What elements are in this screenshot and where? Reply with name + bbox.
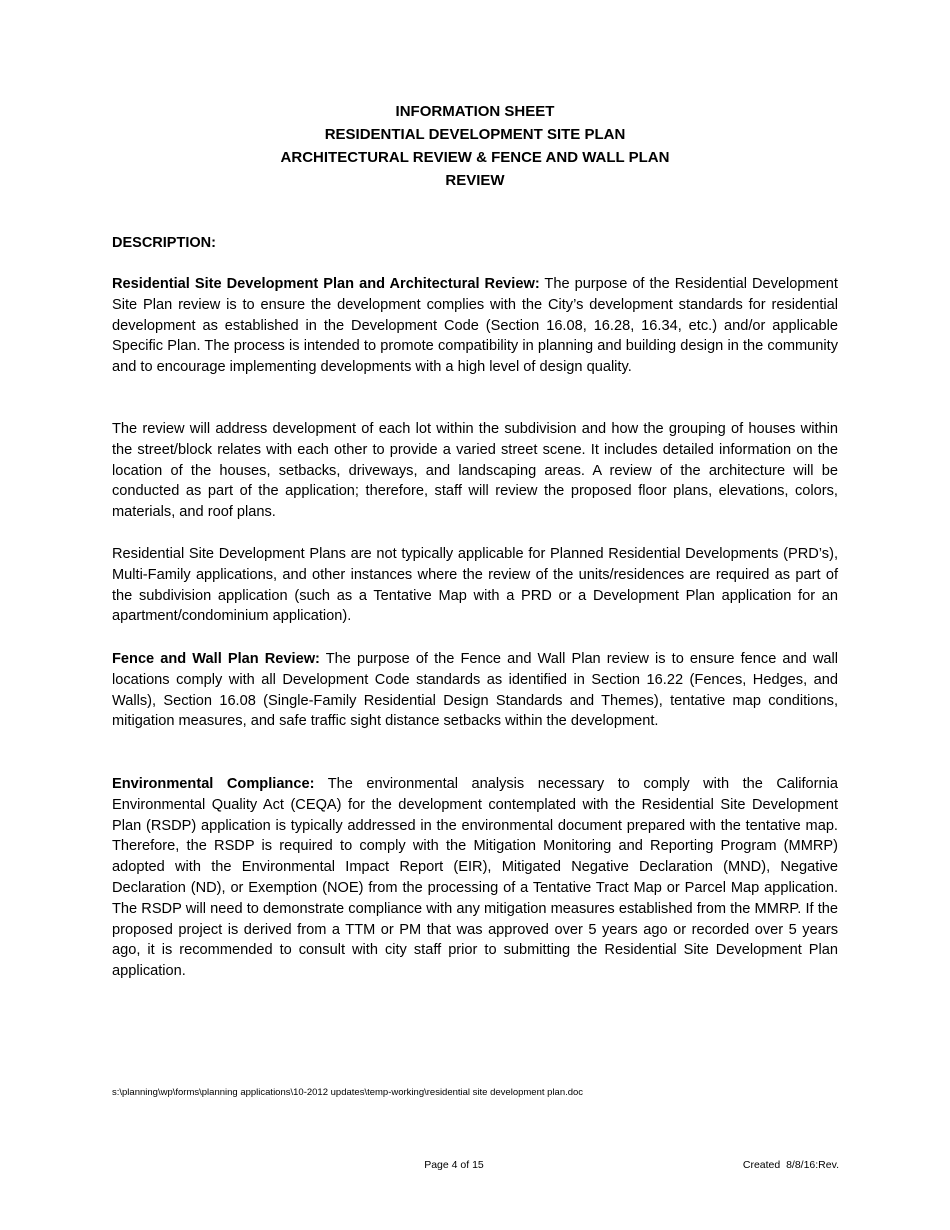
paragraph-site-development-review bbox=[112, 274, 838, 378]
title-line-2: RESIDENTIAL DEVELOPMENT SITE PLAN bbox=[324, 126, 626, 143]
title-line-1: INFORMATION SHEET bbox=[395, 103, 555, 120]
paragraph-text: The purpose of the Residential Development Site Plan review is to ensure the development complies with the City’s development standards for residential development as established in the Development Code (Section 16.08, 16.28, 16.34, etc.) and/or applicable Specific Plan. The process is intended to promote compatibility in planning and building design in the community and to encourage implementing developments with a high level of design quality. bbox=[112, 276, 838, 376]
created-revision-date: Created 8/8/16:Rev. bbox=[742, 1159, 839, 1171]
paragraph-lead: Residential Site Development Plan and Architectural Review: bbox=[112, 276, 540, 292]
title-line-4: REVIEW bbox=[445, 172, 505, 189]
paragraph-text: Residential Site Development Plans are not typically applicable for Planned Residential Developments (PRD’s), Multi-Family applications, and other instances where the review of the units/residences are required as part of the subdivision application (such as a Tentative Map with a PRD or a Development Plan application for an apartment/condominium application). bbox=[112, 546, 838, 625]
paragraph-fence-wall-review bbox=[112, 649, 838, 732]
paragraph-environmental-compliance bbox=[112, 774, 838, 982]
paragraph-text: The environmental analysis necessary to comply with the California Environmental Quality Act (CEQA) for the development contemplated with the Residential Site Development Plan (RSDP) application is typically addressed in the environmental document prepared with the tentative map. Therefore, the RSDP is required to comply with the Mitigation Monitoring and Reporting Program (MMRP) adopted with the Environmental Impact Report (EIR), Mitigated Negative Declaration (MND), Negative Declaration (ND), or Exemption (NOE) from the processing of a Tentative Tract Map or Parcel Map application. The RSDP will need to demonstrate compliance with any mitigation measures established from the MMRP. If the proposed project is derived from a TTM or PM that was approved over 5 years ago or recorded over 5 years ago, it is recommended to consult with city staff prior to submitting the Residential Site Development Plan application. bbox=[112, 776, 839, 980]
paragraph-review-scope bbox=[112, 419, 838, 523]
title-line-3: ARCHITECTURAL REVIEW & FENCE AND WALL PLAN bbox=[280, 149, 670, 166]
paragraph-text: The review will address development of each lot within the subdivision and how the grouping of houses within the street/block relates with each other to provide a varied street scene. It includes detailed information on the location of the houses, setbacks, driveways, and landscaping areas. A review of the architecture will be conducted as part of the application; therefore, staff will review the proposed floor plans, elevations, colors, materials, and roof plans. bbox=[112, 421, 838, 521]
file-path-footer: s:\planning\wp\forms\planning applications\10-2012 updates\temp-working\residential site development plan.doc bbox=[112, 1087, 584, 1098]
paragraph-text: The purpose of the Fence and Wall Plan review is to ensure fence and wall locations comply with all Development Code standards as identified in Section 16.22 (Fences, Hedges, and Walls), Section 16.08 (Single-Family Residential Design Standards and Themes), tentative map conditions, mitigation measures, and safe traffic sight distance setbacks within the development. bbox=[112, 651, 838, 730]
paragraph-lead: Fence and Wall Plan Review: bbox=[112, 651, 320, 667]
page-title bbox=[0, 100, 950, 192]
description-heading: DESCRIPTION: bbox=[112, 235, 216, 251]
paragraph-applicability bbox=[112, 544, 838, 627]
page-number: Page 4 of 15 bbox=[424, 1159, 484, 1171]
paragraph-lead: Environmental Compliance: bbox=[112, 776, 315, 792]
